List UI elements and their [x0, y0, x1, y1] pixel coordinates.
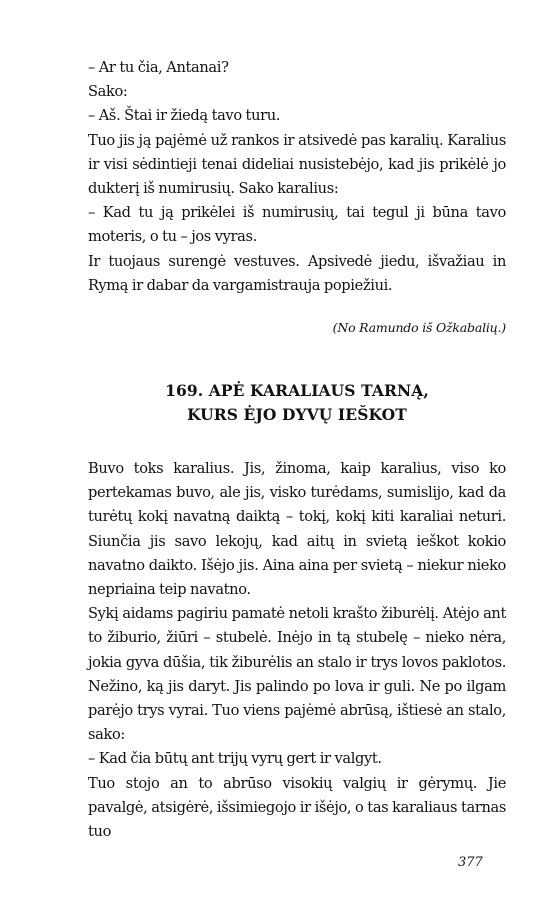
dialogue-line: – Aš. Štai ir žiedą tavo turu. [88, 107, 281, 125]
dialogue-line: – Kad tu ją prikėlei iš numirusių, tai tegul ji būna tavo moteris, o tu – jos vyras. [88, 204, 506, 246]
dialogue-line: – Kad čia būtų ant trijų vyrų gert ir valgyt. [88, 750, 382, 768]
page-number: 377 [458, 855, 483, 870]
dialogue-line: Sako: [88, 83, 128, 101]
story-body [88, 457, 506, 844]
story-title-line-1: 169. APĖ KARALIAUS TARNĄ, [165, 381, 429, 401]
paragraph: Ir tuojaus surengė vestuves. Apsivedė jiedu, išvažiau in Rymą ir dabar da vargamistrauja popiežiui. [88, 252, 506, 294]
paragraph: Tuo jis ją pajėmė už rankos ir atsivedė pas karalių. Karalius ir visi sėdintieji tenai dideliai nusistebėjo, kad jis prikėlė jo dukterį iš numirusių. Sako karalius: [88, 131, 506, 198]
dialogue-line: – Ar tu čia, Antanai? [88, 59, 229, 76]
paragraph: Buvo toks karalius. Jis, žinoma, kaip karalius, viso ko pertekamas buvo, ale jis, visko turėdams, sumislijo, kad da turėtų kokį navatną daiktą – tokį, kokį kiti karaliai neturi. Siunčia jis savo lekojų, kad aitų in svietą ieškot kokio navatno daikto. Išėjo jis. Aina aina per svietą – niekur nieko nepriaina teip navatno. [88, 460, 506, 599]
story-title-line-2: KURS ĖJO DYVŲ IEŠKOT [187, 405, 407, 425]
source-attribution: (No Ramundo iš Ožkabalių.) [332, 320, 506, 336]
story-title [88, 379, 506, 427]
book-page [88, 56, 506, 844]
previous-story-ending [88, 56, 506, 335]
paragraph: Sykį aidams pagiriu pamatė netoli krašto žiburėlį. Atėjo ant to žiburio, žiūri – stubelė. Inėjo in tą stubelę – nieko nėra, jokia gyva dūšia, tik žiburėlis an stalo ir trys lovos paklotos. Nežino, ką jis daryt. Jis palindo po lova ir guli. Ne po ilgam parėjo trys vyrai. Tuo viens pajėmė abrūsą, ištiesė an stalo, sako: [88, 605, 506, 744]
paragraph: Tuo stojo an to abrūso visokių valgių ir gėrymų. Jie pavalgė, atsigėrė, išsimiegojo ir išėjo, o tas karaliaus tarnas tuo [88, 774, 506, 841]
